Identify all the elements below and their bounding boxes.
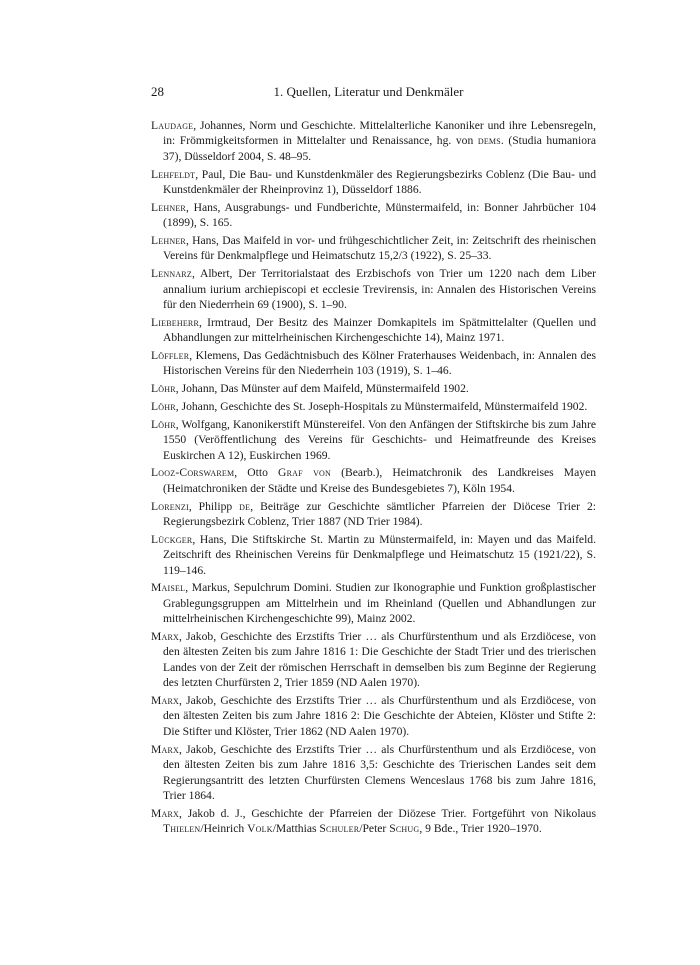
author-name: Marx — [151, 806, 179, 820]
bibliography-entry — [151, 580, 596, 626]
entry-text: , Jakob, Geschichte des Erzstifts Trier … als Churfürstenthum und als Erzdiöcese, von den ältesten Zeiten bis zum Jahre 1816 2: Die Geschichte der Abteien, Klöster und Stifte 2: Die Stifter und Klöster, Trier 1862 (ND Aalen 1970). — [163, 694, 596, 738]
bibliography-entry — [151, 118, 596, 164]
author-name: Schuler — [319, 822, 360, 836]
author-name: Looz-Corswarem — [151, 466, 235, 480]
entry-text: , Hans, Die Stiftskirche St. Martin zu Münstermaifeld, in: Mayen und das Maifeld. Zeitschrift des Rheinischen Vereins für Denkmalpflege und Heimatschutz 15 (1921/22), S. 119–146. — [163, 532, 596, 577]
author-name: dems — [477, 134, 501, 148]
bibliography-entry — [151, 417, 596, 463]
page-header — [151, 84, 596, 104]
author-name: Lehner — [151, 200, 186, 214]
entry-text: , Hans, Das Maifeld in vor- und frühgeschichtlicher Zeit, in: Zeitschrift des rheinischen Vereins für Denkmalpflege und Heimatschutz 15,2/3 (1922), S. 25–33. — [163, 234, 596, 263]
entry-text: , Markus, Sepulchrum Domini. Studien zur Ikonographie und Funktion großplastischer Grablegungsgruppen am Mittelrhein und im Rheinland (Quellen und Abhandlungen zur mittelrheinischen Kirchengeschichte 99), Mainz 2002. — [163, 581, 596, 626]
entry-text: , 9 Bde., Trier 1920–1970. — [419, 822, 542, 836]
bibliography-entry — [151, 348, 596, 379]
author-name: Liebeherr — [151, 315, 199, 329]
entry-text: . (Studia humaniora 37), Düsseldorf 2004, S. 48–95. — [163, 134, 597, 163]
entry-text: , Otto — [234, 466, 279, 480]
entry-text: , Johannes, Norm und Geschichte. Mittelalterliche Kanoniker und ihre Lebensregeln, in: Frömmigkeitsformen in Mittelalter und Renaissance, hg. von — [163, 119, 596, 148]
author-name: Schug — [389, 822, 420, 836]
entry-text: , Irmtraud, Der Besitz des Mainzer Domkapitels im Spätmittelalter (Quellen und Abhandlungen zur mittelrheinischen Kirchengeschichte 14), Mainz 1971. — [163, 315, 596, 345]
author-name: Maisel — [151, 581, 186, 595]
entry-text: , Paul, Die Bau- und Kunstdenkmäler des Regierungsbezirks Coblenz (Die Bau- und Kunstdenkmäler der Rheinprovinz 1), Düsseldorf 1886. — [163, 167, 596, 197]
entry-text: /Heinrich — [200, 822, 248, 836]
author-name: Löhr — [151, 382, 176, 396]
entry-text: /Peter — [359, 822, 390, 836]
entry-text: , Hans, Ausgrabungs- und Fundberichte, Münstermaifeld, in: Bonner Jahrbücher 104 (1899), S. 165. — [163, 200, 596, 230]
author-name: Marx — [151, 630, 179, 644]
bibliography-entry — [151, 315, 596, 346]
entry-text: /Matthias — [272, 822, 320, 836]
author-name: Graf von — [278, 466, 331, 480]
bibliography-entry — [151, 499, 596, 530]
entry-text: , Jakob, Geschichte des Erzstifts Trier … als Churfürstenthum und als Erzdiöcese, von den ältesten Zeiten bis zum Jahre 1816 1: Die Geschichte der Stadt Trier und des trierischen Landes von der Zeit der römischen Herrschaft in demselben bis zum Beginne der Regierung des letzten Churfürsten 2, Trier 1859 (ND Aalen 1970). — [163, 630, 596, 690]
bibliography-list — [151, 118, 596, 837]
entry-text: , Beiträge zur Geschichte sämtlicher Pfarreien der Diöcese Trier 2: Regierungsbezirk Coblenz, Trier 1887 (ND Trier 1984). — [163, 499, 596, 529]
author-name: Lennarz — [151, 267, 192, 281]
entry-text: , Klemens, Das Gedächtnisbuch des Kölner Fraterhauses Weidenbach, in: Annalen des Historischen Vereins für den Niederrhein 103 (1919), S. 1–46. — [163, 349, 596, 378]
author-name: Lehfeldt — [151, 167, 196, 181]
entry-text: , Johann, Das Münster auf dem Maifeld, Münstermaifeld 1902. — [175, 382, 469, 396]
entry-text: , Albert, Der Territorialstaat des Erzbischofs von Trier um 1220 nach dem Liber annalium iurium archiepiscopi et ecclesie Trevirensis, in: Annalen des Historischen Vereins für den Niederrhein 69 (1900), S. 1–90. — [163, 267, 596, 312]
author-name: Löffler — [151, 349, 190, 363]
bibliography-entry — [151, 167, 596, 198]
running-head: 1. Quellen, Literatur und Denkmäler — [273, 84, 464, 99]
author-name: Lehner — [151, 234, 186, 248]
entry-text: , Jakob, Geschichte des Erzstifts Trier … als Churfürstenthum und als Erzdiöcese, von den ältesten Zeiten bis zum Jahre 1816 3,5: Geschichte des Trierischen Landes seit dem Regierungsantritt des letzten Churfürsten Clemens Wenceslaus 1768 bis zum Jahre 1816, Trier 1864. — [163, 742, 596, 802]
entry-text: (Bearb.), Heimatchronik des Landkreises Mayen (Heimatchroniken der Städte und Kreise des Bundesgebietes 7), Köln 1954. — [163, 466, 596, 495]
author-name: Volk — [247, 822, 273, 836]
author-name: de — [239, 499, 251, 513]
bibliography-entry — [151, 381, 596, 396]
bibliography-entry — [151, 399, 596, 414]
bibliography-entry — [151, 532, 596, 578]
author-name: Lückger — [151, 532, 193, 546]
author-name: Löhr — [151, 400, 176, 414]
entry-text: , Wolfgang, Kanonikerstift Münstereifel. Von den Anfängen der Stiftskirche bis zum Jahre 1550 (Veröffentlichung des Vereins für Geschichts- und Heimatfreunde des Kreises Euskirchen A 12), Euskirchen 1969. — [163, 417, 596, 462]
bibliography-entry — [151, 742, 596, 804]
bibliography-entry — [151, 233, 596, 264]
page-number: 28 — [151, 84, 164, 99]
bibliography-entry — [151, 629, 596, 691]
author-name: Marx — [151, 694, 179, 708]
author-name: Marx — [151, 742, 179, 756]
bibliography-entry — [151, 200, 596, 231]
book-page — [151, 84, 596, 839]
author-name: Laudage — [151, 119, 194, 132]
bibliography-entry — [151, 806, 596, 837]
bibliography-entry — [151, 266, 596, 312]
author-name: Thielen — [163, 822, 201, 836]
author-name: Löhr — [151, 417, 176, 431]
bibliography-entry — [151, 693, 596, 739]
entry-text: , Jakob d. J., Geschichte der Pfarreien der Diözese Trier. Fortgeführt von Nikolaus — [179, 806, 596, 820]
entry-text: , Philipp — [188, 499, 240, 513]
bibliography-entry — [151, 465, 596, 496]
author-name: Lorenzi — [151, 499, 189, 513]
entry-text: , Johann, Geschichte des St. Joseph-Hospitals zu Münstermaifeld, Münstermaifeld 1902. — [175, 400, 588, 414]
